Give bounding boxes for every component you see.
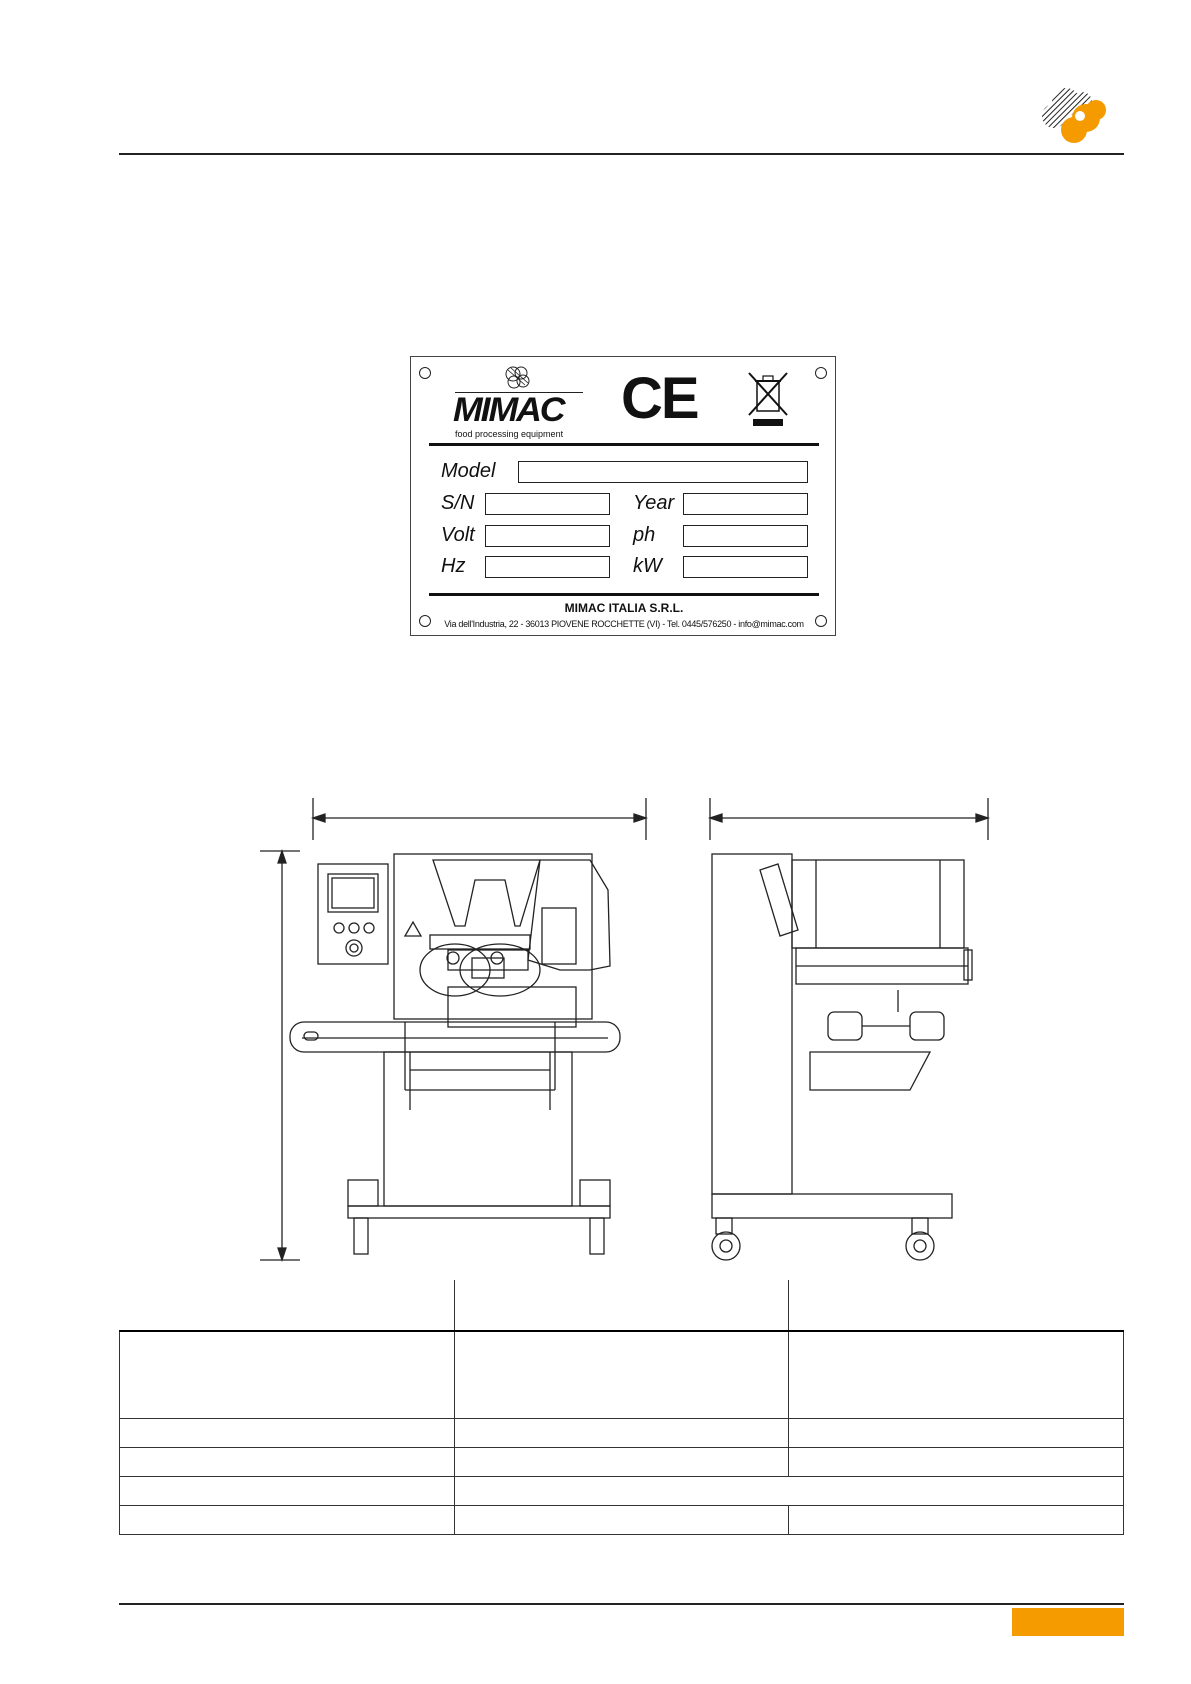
machine-front-view-drawing [290,854,620,1254]
plate-company: MIMAC ITALIA S.R.L. [564,601,684,615]
page-number-badge [1012,1608,1124,1636]
table-cell-merged [454,1477,1124,1506]
plate-bottom-rule [429,593,819,596]
warning-triangle-icon [405,922,421,936]
table-row [120,1448,1124,1477]
plate-screw-hole [815,367,827,379]
plate-label-hz: Hz [441,555,466,577]
table-row [120,1506,1124,1535]
plate-tagline: food processing equipment [455,429,564,439]
side-width-dimension [710,798,988,840]
table-row [120,1477,1124,1506]
table-cell [454,1331,788,1419]
table-cell [788,1419,1124,1448]
plate-label-kw: kW [633,555,662,577]
ce-mark: CE [621,366,698,431]
plate-top-rule [429,443,819,446]
plate-label-model: Model [441,460,496,482]
header-logo [1040,84,1112,148]
plate-field-ph [683,525,808,547]
plate-field-year [683,493,808,515]
crossed-bin-icon [747,371,789,429]
table-header-cell [454,1280,788,1331]
table-cell [788,1331,1124,1419]
plate-label-year: Year [633,492,675,514]
height-dimension [260,851,300,1260]
header-rule [119,153,1124,155]
mimac-flower-logo-icon [1040,84,1112,148]
table-cell [120,1506,455,1535]
plate-label-volt: Volt [441,524,475,546]
plate-field-sn [485,493,610,515]
plate-brand-flower-icon [503,365,533,391]
table-cell [120,1331,455,1419]
front-width-dimension [313,798,646,840]
table-cell [454,1419,788,1448]
table-cell [788,1506,1124,1535]
table-cell [454,1448,788,1477]
plate-address: Via dell'Industria, 22 - 36013 PIOVENE ROCCHETTE (VI) - Tel. 0445/576250 - info@mimac.com [444,619,804,629]
plate-field-hz [485,556,610,578]
table-row [120,1419,1124,1448]
specification-table [119,1280,1124,1535]
machine-drawing [250,790,1000,1270]
plate-label-ph: ph [633,524,656,546]
table-cell [120,1419,455,1448]
table-header-row [120,1280,1124,1331]
footer-rule [119,1603,1124,1605]
table-header-cell [120,1280,455,1331]
table-row [120,1331,1124,1419]
table-cell [120,1448,455,1477]
table-cell [788,1448,1124,1477]
identification-plate [410,356,836,636]
plate-field-model [518,461,808,483]
table-header-cell [788,1280,1124,1331]
plate-label-sn: S/N [441,492,475,514]
table-cell [454,1506,788,1535]
plate-field-kw [683,556,808,578]
plate-screw-hole [419,367,431,379]
machine-side-view-drawing [712,854,972,1260]
plate-field-volt [485,525,610,547]
table-cell [120,1477,455,1506]
plate-brand-name: MIMAC [453,391,564,429]
